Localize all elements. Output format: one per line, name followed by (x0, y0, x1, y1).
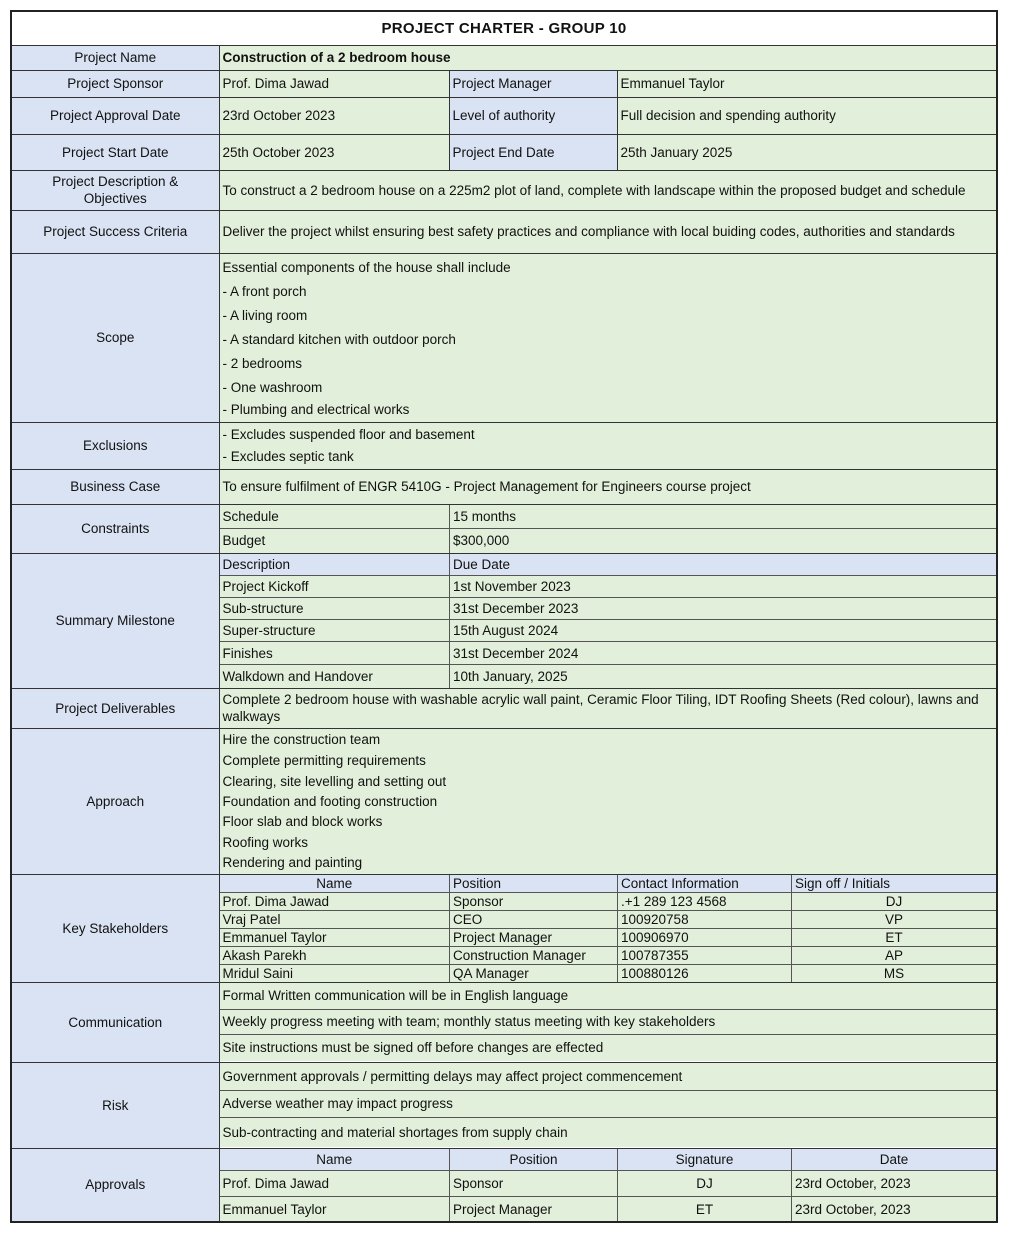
charter-title: PROJECT CHARTER - GROUP 10 (11, 11, 997, 45)
stakeholder-position: Sponsor (450, 892, 618, 910)
constraint-value: 15 months (450, 505, 997, 529)
stakeholder-header-signoff: Sign off / Initials (792, 875, 997, 893)
stakeholder-name: Akash Parekh (220, 946, 450, 964)
scope-label: Scope (11, 253, 219, 422)
approval-header-date: Date (792, 1149, 997, 1171)
exclusion-item: - Excludes septic tank (222, 448, 354, 464)
stakeholder-contact: 100906970 (618, 928, 792, 946)
communication-item: Weekly progress meeting with team; monthly status meeting with key stakeholders (220, 1009, 997, 1034)
approach-item: Hire the construction team (222, 732, 381, 747)
success-criteria-label: Project Success Criteria (11, 210, 219, 253)
business-case-value: To ensure fulfilment of ENGR 5410G - Project Management for Engineers course project (219, 469, 997, 504)
stakeholder-contact: 100920758 (618, 910, 792, 928)
stakeholder-initials: VP (792, 910, 997, 928)
stakeholder-position: CEO (450, 910, 618, 928)
stakeholder-position: QA Manager (450, 964, 618, 982)
approval-date: 23rd October, 2023 (792, 1197, 997, 1221)
stakeholder-row (220, 928, 997, 946)
approach-value (219, 728, 997, 874)
authority-label: Level of authority (449, 97, 617, 134)
approval-signature: ET (618, 1197, 792, 1221)
description-label: Project Description & Objectives (11, 170, 219, 210)
stakeholder-initials: MS (792, 964, 997, 982)
communication-label: Communication (11, 982, 219, 1062)
stakeholder-header-contact: Contact Information (618, 875, 792, 893)
start-date-value: 25th October 2023 (219, 134, 449, 170)
stakeholder-header-name: Name (220, 875, 450, 893)
stakeholder-row (220, 892, 997, 910)
milestone-header-description: Description (220, 554, 450, 576)
milestones-table (219, 553, 997, 688)
approval-position: Project Manager (450, 1197, 618, 1221)
scope-item: - A front porch (222, 283, 307, 299)
milestone-date: 10th January, 2025 (450, 665, 997, 688)
approval-date-label: Project Approval Date (11, 97, 219, 134)
milestone-name: Finishes (220, 642, 450, 665)
risk-label: Risk (11, 1062, 219, 1148)
approval-date: 23rd October, 2023 (792, 1171, 997, 1197)
end-date-label: Project End Date (449, 134, 617, 170)
stakeholders-table (219, 874, 997, 982)
approval-header-signature: Signature (618, 1149, 792, 1171)
approach-label: Approach (11, 728, 219, 874)
approval-name: Prof. Dima Jawad (220, 1171, 450, 1197)
stakeholder-contact: 100880126 (618, 964, 792, 982)
stakeholder-header-position: Position (450, 875, 618, 893)
stakeholder-contact: 100787355 (618, 946, 792, 964)
start-date-label: Project Start Date (11, 134, 219, 170)
scope-item: - Plumbing and electrical works (222, 401, 410, 417)
stakeholder-name: Prof. Dima Jawad (220, 892, 450, 910)
project-charter-table (10, 10, 998, 1223)
approval-header-position: Position (450, 1149, 618, 1171)
communication-item: Site instructions must be signed off before changes are effected (220, 1034, 997, 1061)
authority-value: Full decision and spending authority (617, 97, 997, 134)
project-name-label: Project Name (11, 45, 219, 70)
approval-position: Sponsor (450, 1171, 618, 1197)
constraints-label: Constraints (11, 504, 219, 553)
constraint-name: Schedule (220, 505, 450, 529)
approach-item: Roofing works (222, 835, 309, 850)
project-sponsor-value: Prof. Dima Jawad (219, 70, 449, 97)
scope-intro: Essential components of the house shall include (222, 259, 511, 275)
approach-item: Rendering and painting (222, 855, 363, 870)
stakeholders-label: Key Stakeholders (11, 874, 219, 982)
project-manager-value: Emmanuel Taylor (617, 70, 997, 97)
approach-item: Clearing, site levelling and setting out (222, 774, 447, 789)
project-name-value: Construction of a 2 bedroom house (219, 45, 997, 70)
milestone-name: Sub-structure (220, 598, 450, 620)
milestone-date: 15th August 2024 (450, 620, 997, 642)
stakeholder-row (220, 964, 997, 982)
scope-value (219, 253, 997, 422)
milestone-date: 31st December 2024 (450, 642, 997, 665)
communication-table (219, 982, 997, 1062)
risk-table (219, 1062, 997, 1148)
scope-item: - 2 bedrooms (222, 355, 303, 371)
approach-item: Complete permitting requirements (222, 753, 426, 768)
milestone-name: Super-structure (220, 620, 450, 642)
stakeholder-position: Construction Manager (450, 946, 618, 964)
milestones-label: Summary Milestone (11, 553, 219, 688)
exclusions-value (219, 422, 997, 469)
constraint-value: $300,000 (450, 529, 997, 553)
description-value: To construct a 2 bedroom house on a 225m2 plot of land, complete with landscape within the proposed budget and schedule (219, 170, 997, 210)
risk-item: Sub-contracting and material shortages from supply chain (220, 1117, 997, 1147)
approval-row (220, 1171, 997, 1197)
stakeholder-contact: .+1 289 123 4568 (618, 892, 792, 910)
constraint-name: Budget (220, 529, 450, 553)
approval-date-value: 23rd October 2023 (219, 97, 449, 134)
milestone-name: Walkdown and Handover (220, 665, 450, 688)
exclusions-label: Exclusions (11, 422, 219, 469)
scope-item: - A standard kitchen with outdoor porch (222, 331, 456, 347)
approval-signature: DJ (618, 1171, 792, 1197)
stakeholder-name: Mridul Saini (220, 964, 450, 982)
stakeholder-name: Vraj Patel (220, 910, 450, 928)
exclusion-item: - Excludes suspended floor and basement (222, 426, 475, 442)
project-manager-label: Project Manager (449, 70, 617, 97)
stakeholder-row (220, 946, 997, 964)
success-criteria-value: Deliver the project whilst ensuring best safety practices and compliance with local buiding codes, authorities and standards (219, 210, 997, 253)
deliverables-value: Complete 2 bedroom house with washable acrylic wall paint, Ceramic Floor Tiling, IDT Roofing Sheets (Red colour), lawns and walkways (219, 688, 997, 728)
stakeholder-initials: ET (792, 928, 997, 946)
communication-item: Formal Written communication will be in English language (220, 983, 997, 1009)
approval-name: Emmanuel Taylor (220, 1197, 450, 1221)
milestone-date: 31st December 2023 (450, 598, 997, 620)
stakeholder-name: Emmanuel Taylor (220, 928, 450, 946)
stakeholder-initials: AP (792, 946, 997, 964)
risk-item: Adverse weather may impact progress (220, 1090, 997, 1117)
stakeholder-initials: DJ (792, 892, 997, 910)
approach-item: Floor slab and block works (222, 814, 383, 829)
milestone-name: Project Kickoff (220, 576, 450, 598)
approvals-table (219, 1148, 997, 1222)
scope-item: - A living room (222, 307, 308, 323)
scope-item: - One washroom (222, 379, 323, 395)
business-case-label: Business Case (11, 469, 219, 504)
approach-item: Foundation and footing construction (222, 794, 438, 809)
approval-header-name: Name (220, 1149, 450, 1171)
end-date-value: 25th January 2025 (617, 134, 997, 170)
stakeholder-position: Project Manager (450, 928, 618, 946)
risk-item: Government approvals / permitting delays may affect project commencement (220, 1063, 997, 1090)
stakeholder-row (220, 910, 997, 928)
deliverables-label: Project Deliverables (11, 688, 219, 728)
project-sponsor-label: Project Sponsor (11, 70, 219, 97)
milestone-header-due: Due Date (450, 554, 997, 576)
approvals-label: Approvals (11, 1148, 219, 1222)
approval-row (220, 1197, 997, 1221)
milestone-date: 1st November 2023 (450, 576, 997, 598)
constraints-table (219, 504, 997, 553)
